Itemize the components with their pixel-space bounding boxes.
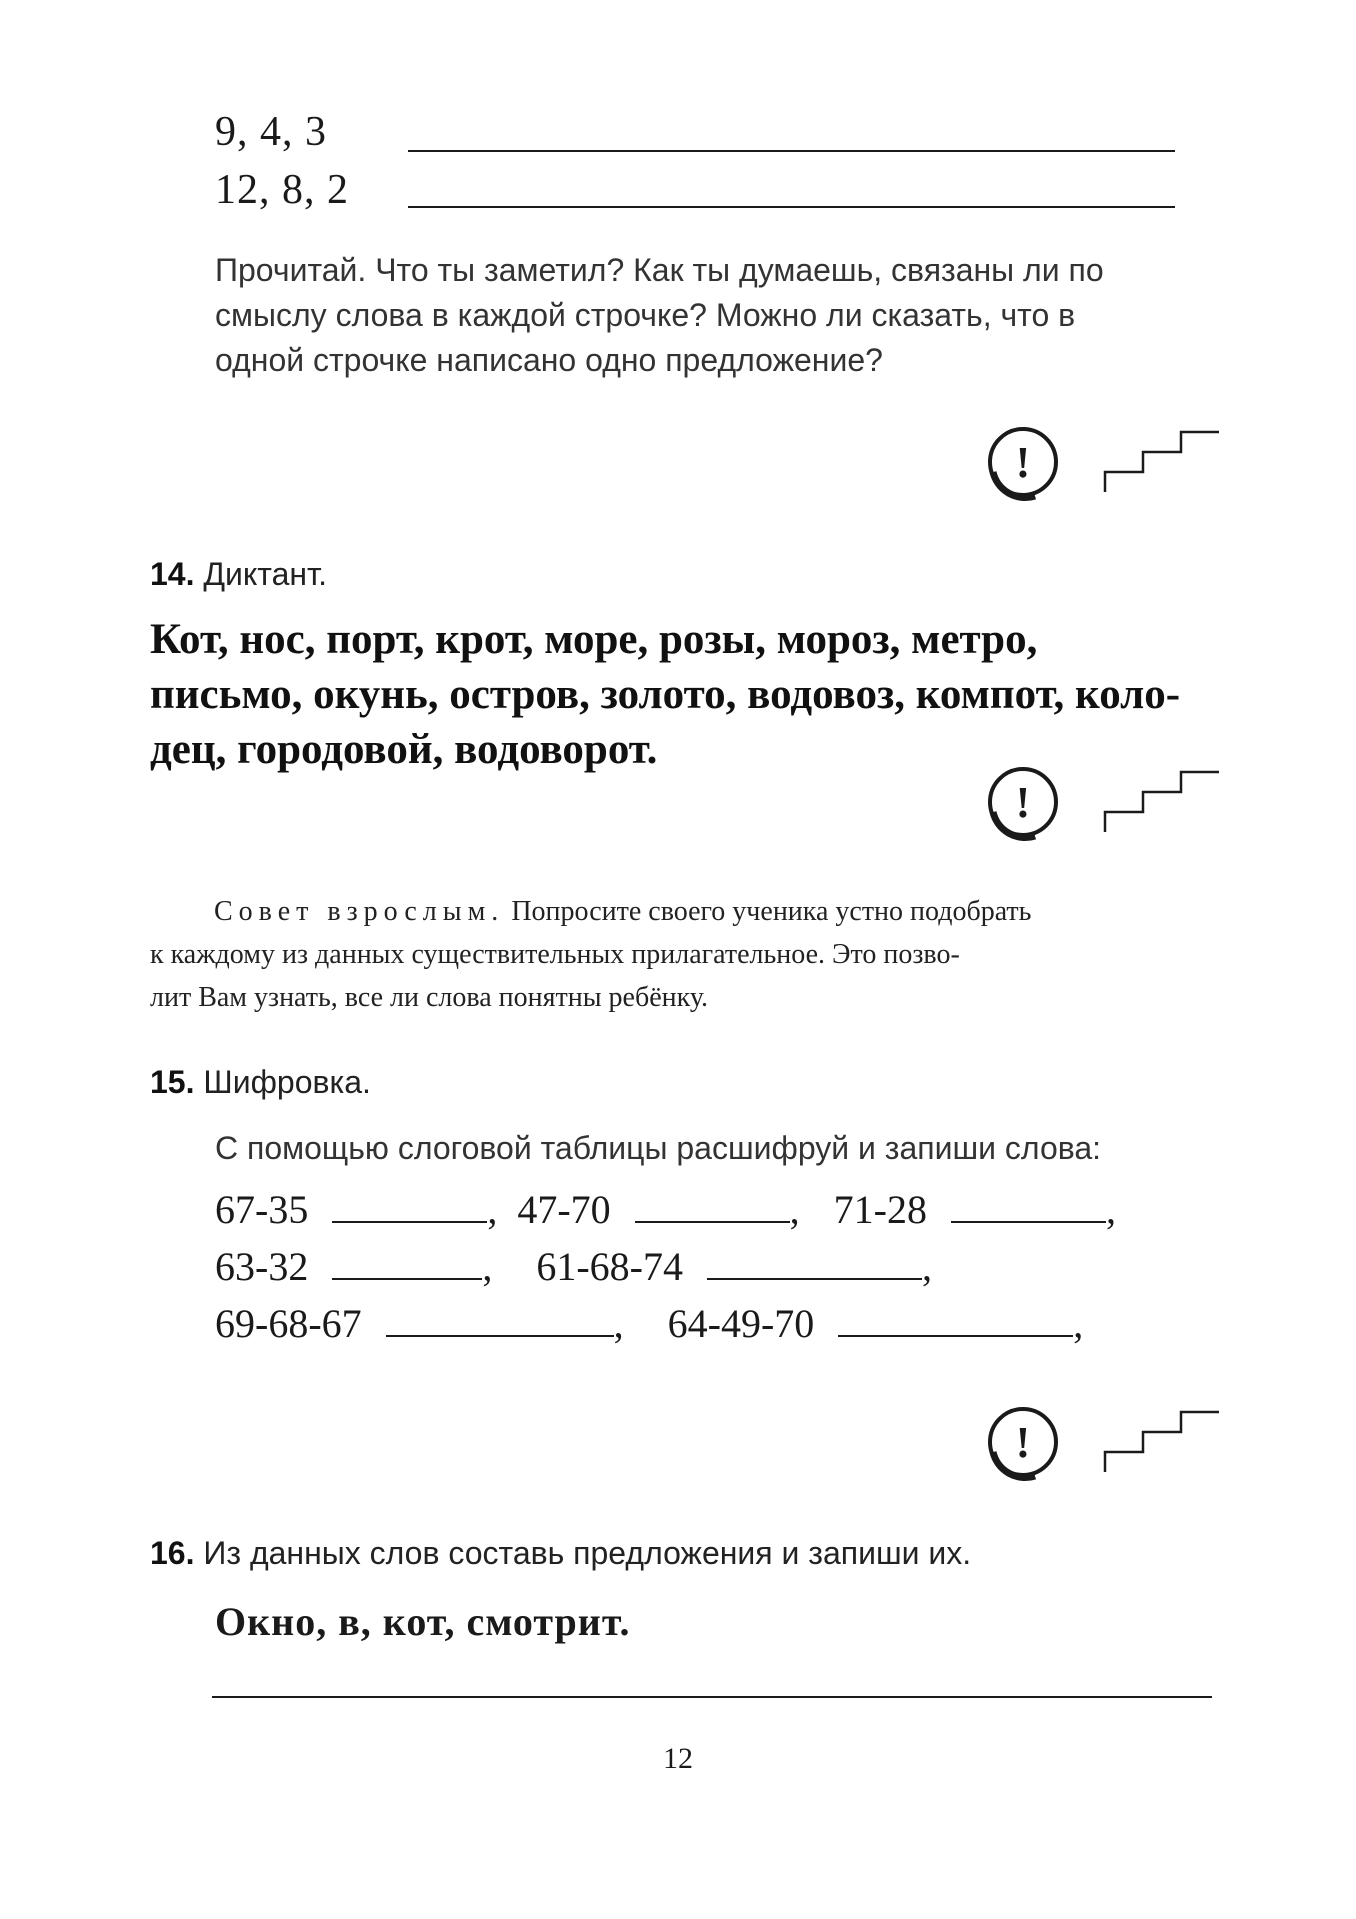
code-row-2 [215, 1243, 932, 1290]
number-row-2-label: 12, 8, 2 [215, 167, 349, 213]
exclamation-mark: ! [1015, 778, 1031, 827]
code-separator: , [487, 1187, 498, 1232]
reading-prompt [215, 248, 1215, 383]
task-14-number: 14. [150, 556, 195, 592]
icon-group-3-svg [985, 1400, 1225, 1490]
code-answer-blank[interactable] [951, 1191, 1106, 1223]
task-16-number: 16. [150, 1535, 195, 1571]
task-15-number: 15. [150, 1064, 195, 1100]
code-answer-blank[interactable] [386, 1305, 614, 1337]
task-15-instruction: С помощью слоговой таблицы расшифруй и запиши слова: [215, 1130, 1102, 1166]
stairs-icon [1105, 432, 1219, 492]
advice-label: Совет взрослым. [214, 896, 505, 927]
icon-group-2-svg [985, 760, 1225, 850]
exclamation-circle-icon [990, 1409, 1056, 1478]
code-answer-blank[interactable] [332, 1191, 487, 1223]
code-separator: , [613, 1301, 624, 1346]
advice-block [150, 890, 1220, 1019]
code-label: 67-35 [215, 1187, 309, 1232]
code-label: 63-32 [215, 1244, 309, 1289]
exclamation-circle-icon [990, 769, 1056, 838]
reading-prompt-line: Прочитай. Что ты заметил? Как ты думаешь, связаны ли по [215, 252, 1104, 288]
advice-text-2: к каждому из данных существительных прилагательное. Это позво- [150, 939, 960, 970]
page-number: 12 [663, 1742, 693, 1775]
task-14-dictation [150, 612, 1220, 777]
dictation-line: Кот, нос, порт, крот, море, розы, мороз, метро, [150, 616, 1038, 663]
code-separator: , [1073, 1301, 1084, 1346]
code-label: 47-70 [517, 1187, 611, 1232]
code-row-3 [215, 1300, 1083, 1347]
task-16-heading [150, 1535, 971, 1572]
reading-prompt-line: смыслу слова в каждой строчке? Можно ли сказать, что в [215, 297, 1076, 333]
exclamation-circle-icon [990, 429, 1056, 498]
advice-text-3: лит Вам узнать, все ли слова понятны ребёнку. [150, 982, 709, 1013]
code-separator: , [482, 1244, 493, 1289]
number-row-1-label: 9, 4, 3 [215, 109, 327, 155]
code-row-1 [215, 1186, 1116, 1233]
code-answer-blank[interactable] [838, 1305, 1073, 1337]
icon-group-1 [985, 420, 1225, 515]
icon-group-2 [985, 760, 1225, 855]
stairs-icon [1105, 1412, 1219, 1472]
code-answer-blank[interactable] [332, 1248, 482, 1280]
advice-line-1 [150, 890, 1220, 933]
exclamation-mark: ! [1015, 438, 1031, 487]
code-label: 69-68-67 [215, 1301, 362, 1346]
number-row-1 [215, 108, 327, 156]
code-label: 64-49-70 [667, 1301, 815, 1346]
code-label: 61-68-74 [536, 1244, 683, 1289]
number-row-2 [215, 166, 349, 214]
dictation-line: письмо, окунь, остров, золото, водовоз, компот, коло- [150, 671, 1181, 718]
stairs-icon [1105, 772, 1219, 832]
answer-line-2[interactable] [408, 206, 1175, 208]
task-14-title: Диктант. [203, 556, 328, 592]
code-label: 71-28 [833, 1187, 927, 1232]
code-separator: , [789, 1187, 800, 1232]
icon-group-3 [985, 1400, 1225, 1495]
code-answer-blank[interactable] [635, 1191, 790, 1223]
icon-group-1-svg [985, 420, 1225, 510]
task-14-heading [150, 556, 327, 593]
code-answer-blank[interactable] [707, 1248, 922, 1280]
code-separator: , [921, 1244, 932, 1289]
task-15-title: Шифровка. [203, 1064, 371, 1100]
advice-text-1: Попросите своего ученика устно подобрать [511, 896, 1032, 927]
answer-line-1[interactable] [408, 150, 1175, 152]
dictation-line: дец, городовой, водоворот. [150, 726, 658, 773]
reading-prompt-line: одной строчке написано одно предложение? [215, 342, 883, 378]
code-separator: , [1105, 1187, 1116, 1232]
task-15-heading [150, 1064, 371, 1101]
task-16-words: Окно, в, кот, смотрит. [215, 1599, 631, 1644]
task-16-answer-line[interactable] [212, 1696, 1212, 1698]
exclamation-mark: ! [1015, 1418, 1031, 1467]
task-16-title: Из данных слов составь предложения и запиши их. [203, 1535, 972, 1571]
